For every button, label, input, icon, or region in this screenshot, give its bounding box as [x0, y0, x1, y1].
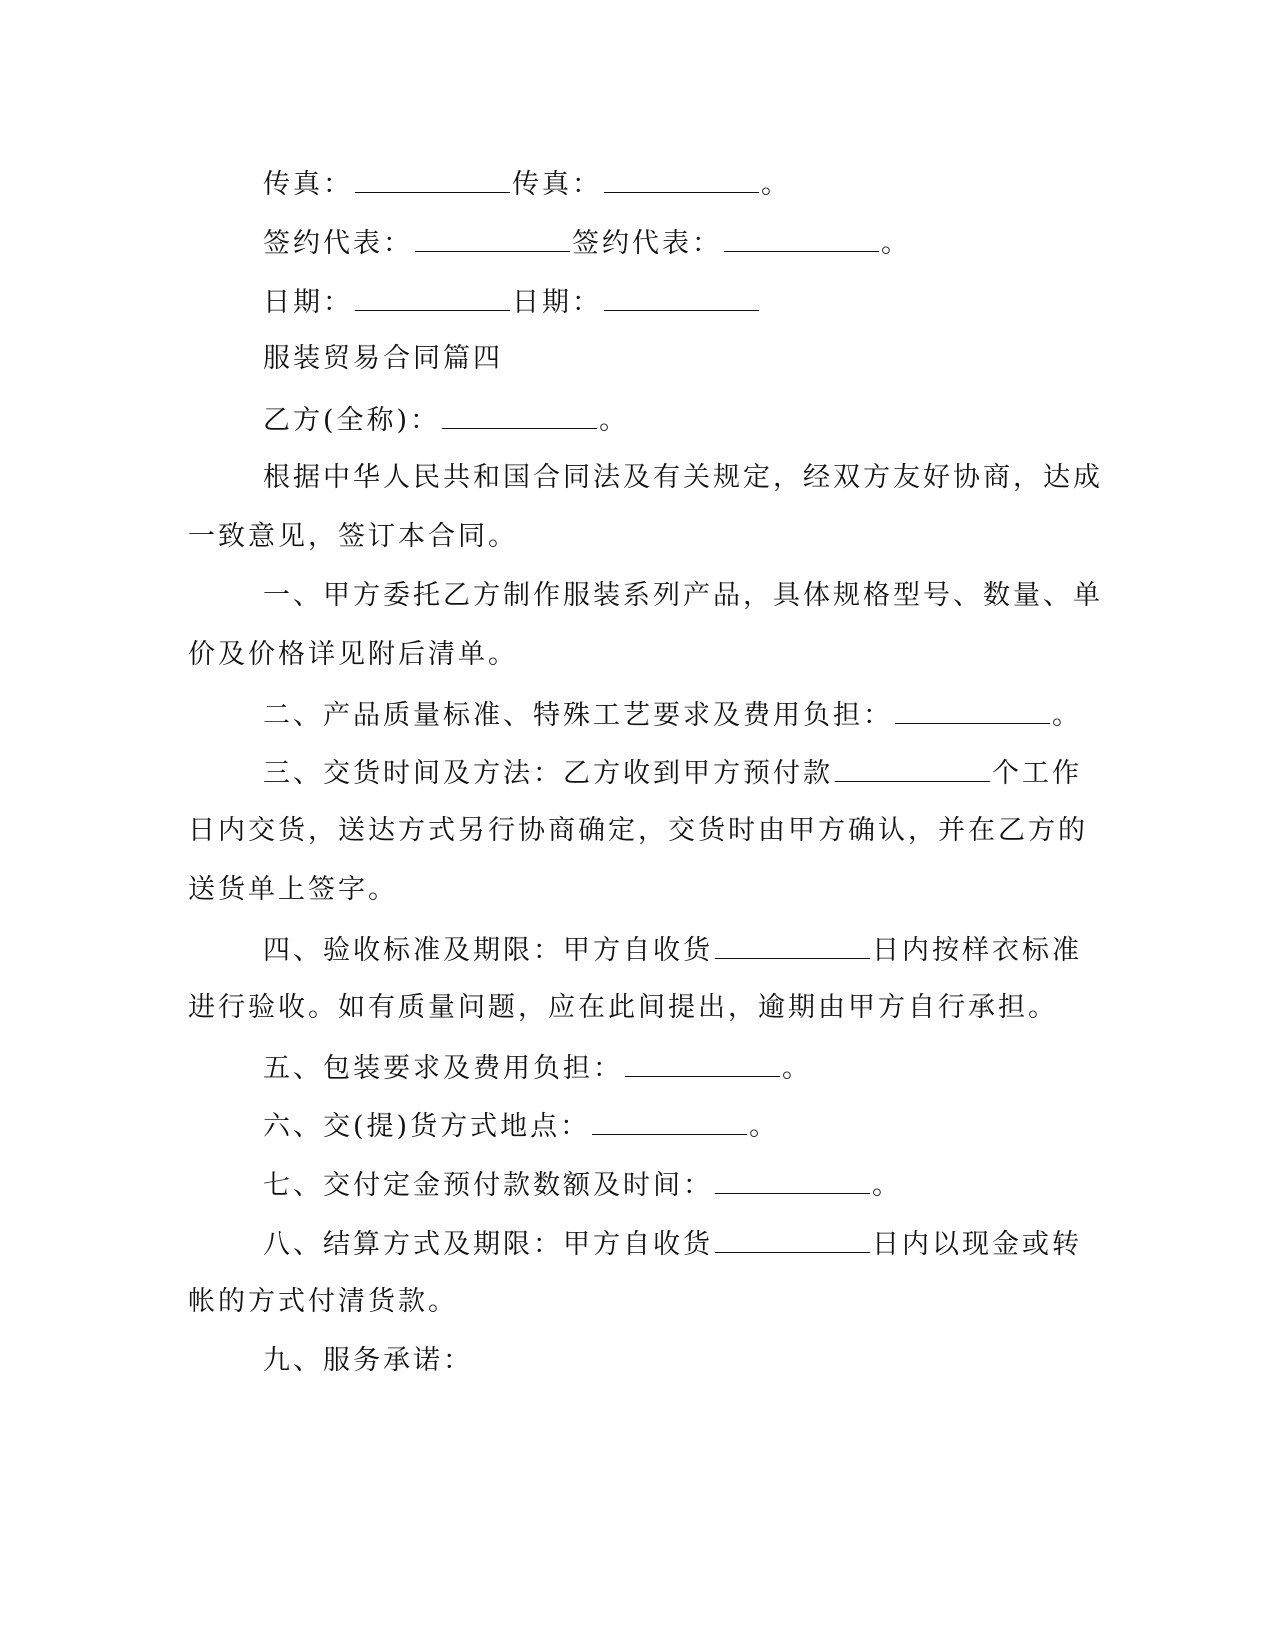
party-b-blank [442, 402, 597, 429]
fax-blank-b [604, 166, 759, 193]
clause-1-line-1 [263, 579, 1103, 613]
date-label-b: 日期： [512, 287, 602, 318]
clause-7-text: 七、交付定金预付款数额及时间： [263, 1170, 713, 1201]
clause-3-text-b: 个工作 [992, 758, 1082, 789]
clause-9-line [263, 1344, 473, 1378]
signatory-line [263, 225, 911, 261]
preamble-text-1: 根据中华人民共和国合同法及有关规定，经双方友好协商，达成 [263, 462, 1103, 493]
clause-1-text-1: 一、甲方委托乙方制作服装系列产品，具体规格型号、数量、单 [263, 580, 1103, 611]
signatory-end: 。 [881, 228, 911, 259]
clause-4-text-2: 进行验收。如有质量问题，应在此间提出，逾期由甲方自行承担。 [188, 992, 1058, 1023]
fax-end: 。 [761, 169, 791, 200]
clause-6-text: 六、交(提)货方式地点： [263, 1111, 591, 1142]
clause-3-text-a: 三、交货时间及方法：乙方收到甲方预付款 [263, 758, 833, 789]
clause-5-line [263, 1050, 812, 1086]
clause-7-end: 。 [872, 1170, 902, 1201]
party-b-line [263, 402, 629, 438]
clause-4-line-1 [263, 932, 1082, 968]
clause-6-blank [592, 1108, 747, 1135]
date-line [263, 284, 761, 320]
clause-5-blank [625, 1050, 780, 1077]
clause-4-line-2 [188, 991, 1058, 1025]
clause-7-line [263, 1167, 902, 1203]
clause-2-text: 二、产品质量标准、特殊工艺要求及费用负担： [263, 700, 893, 731]
fax-line [263, 166, 791, 202]
fax-label-b: 传真： [512, 169, 602, 200]
signatory-blank-a [415, 225, 570, 252]
clause-8-line-1 [263, 1226, 1082, 1262]
section-title-text: 服装贸易合同篇四 [263, 343, 503, 374]
clause-6-end: 。 [749, 1111, 780, 1142]
signatory-label-a: 签约代表： [263, 228, 413, 259]
clause-3-text-3: 送货单上签字。 [188, 874, 398, 905]
signatory-label-b: 签约代表： [572, 228, 722, 259]
date-label-a: 日期： [263, 287, 353, 318]
clause-2-blank [895, 697, 1050, 724]
fax-label-a: 传真： [263, 169, 353, 200]
clause-7-blank [715, 1167, 870, 1194]
clause-8-blank [715, 1226, 870, 1253]
clause-3-text-2: 日内交货，送达方式另行协商确定，交货时由甲方确认，并在乙方的 [188, 815, 1088, 846]
signatory-blank-b [724, 225, 879, 252]
clause-4-blank [715, 932, 870, 959]
clause-8-line-2 [188, 1285, 458, 1319]
clause-5-end: 。 [782, 1053, 812, 1084]
clause-1-text-2: 价及价格详见附后清单。 [188, 639, 518, 670]
clause-6-line [263, 1108, 779, 1144]
date-blank-a [355, 284, 510, 311]
clause-4-text-a: 四、验收标准及期限：甲方自收货 [263, 935, 713, 966]
preamble-line-1 [263, 461, 1103, 495]
clause-8-text-2: 帐的方式付清货款。 [188, 1286, 458, 1317]
clause-3-line-3 [188, 873, 398, 907]
preamble-line-2 [188, 520, 518, 554]
clause-3-line-1 [263, 755, 1082, 791]
section-title [263, 342, 503, 376]
clause-3-blank [835, 755, 990, 782]
clause-5-text: 五、包装要求及费用负担： [263, 1053, 623, 1084]
clause-4-text-b: 日内按样衣标准 [872, 935, 1082, 966]
clause-1-line-2 [188, 638, 518, 672]
clause-3-line-2 [188, 814, 1088, 848]
clause-8-text-a: 八、结算方式及期限：甲方自收货 [263, 1229, 713, 1260]
party-b-end: 。 [599, 405, 630, 436]
clause-9-text: 九、服务承诺： [263, 1345, 473, 1376]
date-blank-b [604, 284, 759, 311]
party-b-label: 乙方(全称)： [263, 405, 441, 436]
clause-8-text-b: 日内以现金或转 [872, 1229, 1082, 1260]
fax-blank-a [355, 166, 510, 193]
preamble-text-2: 一致意见，签订本合同。 [188, 521, 518, 552]
clause-2-end: 。 [1052, 700, 1082, 731]
clause-2-line [263, 697, 1082, 733]
